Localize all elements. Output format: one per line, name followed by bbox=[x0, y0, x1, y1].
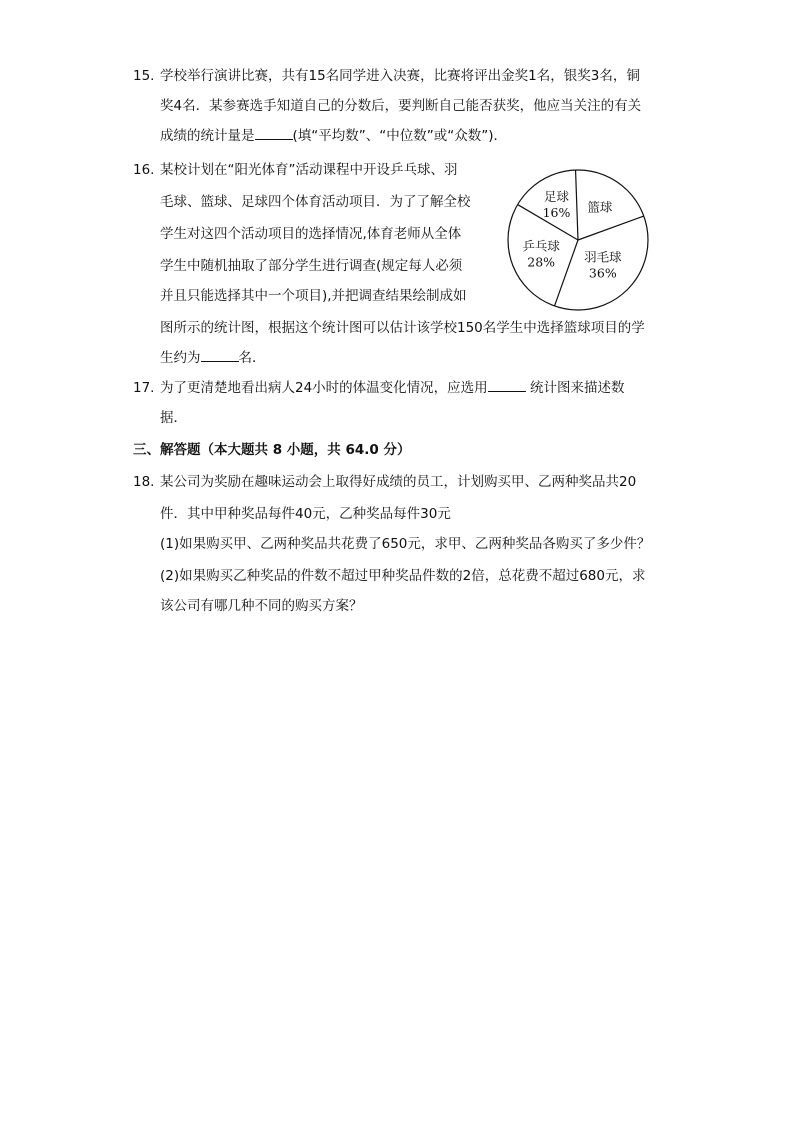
pie-slice-percent: 16% bbox=[542, 204, 571, 220]
question-15 bbox=[133, 66, 693, 156]
pie-slice-percent: 28% bbox=[527, 254, 556, 270]
text-line: 奖4名．某参赛选手知道自己的分数后，要判断自己能否获奖，他应当关注的有关 bbox=[160, 98, 642, 114]
text-fragment: 成绩的统计量是 bbox=[160, 128, 255, 144]
text-fragment: 生约为 bbox=[160, 350, 201, 366]
question-number: 18. bbox=[133, 474, 155, 490]
text-fragment: 为了更清楚地看出病人24小时的体温变化情况，应选用 bbox=[160, 380, 488, 396]
text-line: 某校计划在“阳光体育”活动课程中开设乒乓球、羽 bbox=[160, 162, 458, 178]
pie-chart-svg bbox=[506, 168, 650, 312]
question-number: 15. bbox=[133, 68, 155, 84]
text-line bbox=[160, 126, 507, 146]
pie-slice-label: 羽毛球 bbox=[584, 249, 622, 265]
question-18 bbox=[133, 472, 693, 622]
question-17 bbox=[133, 378, 693, 434]
text-line: 学生对这四个活动项目的选择情况,体育老师从全体 bbox=[160, 226, 462, 242]
text-fragment: 名． bbox=[238, 350, 266, 366]
text-line: 件．其中甲种奖品每件40元，乙种奖品每件30元 bbox=[160, 506, 451, 522]
text-line: 毛球、篮球、足球四个体育活动项目．为了了解全校 bbox=[160, 194, 471, 210]
text-line bbox=[160, 378, 624, 398]
pie-slice-label: 乒乓球 bbox=[522, 238, 560, 254]
question-number: 17. bbox=[133, 380, 155, 396]
pie-slice-label: 篮球 bbox=[587, 199, 613, 215]
text-line: 某公司为奖励在趣味运动会上取得好成绩的员工，计划购买甲、乙两种奖品共20 bbox=[160, 474, 637, 490]
text-line: 学生中随机抽取了部分学生进行调查(规定每人必须 bbox=[160, 258, 463, 274]
text-line: 并且只能选择其中一个项目),并把调查结果绘制成如 bbox=[160, 288, 467, 304]
text-line bbox=[160, 348, 266, 368]
text-line: (1)如果购买甲、乙两种奖品共花费了650元，求甲、乙两种奖品各购买了多少件？ bbox=[160, 536, 651, 552]
section-heading: 三、解答题（本大题共 8 小题，共 64.0 分） bbox=[133, 442, 411, 458]
pie-chart bbox=[506, 168, 650, 312]
text-line: 图所示的统计图，根据这个统计图可以估计该学校150名学生中选择篮球项目的学 bbox=[160, 320, 645, 336]
answer-blank[interactable] bbox=[488, 378, 526, 392]
pie-slice-label: 足球 bbox=[543, 188, 570, 204]
answer-blank[interactable] bbox=[201, 348, 239, 362]
text-line: 该公司有哪几种不同的购买方案？ bbox=[160, 598, 363, 614]
text-line: (2)如果购买乙种奖品的件数不超过甲种奖品件数的2倍，总花费不超过680元，求 bbox=[160, 568, 646, 584]
text-line: 学校举行演讲比赛，共有15名同学进入决赛，比赛将评出金奖1名，银奖3名，铜 bbox=[160, 68, 640, 84]
text-line: 据． bbox=[160, 410, 187, 426]
pie-slice-percent: 36% bbox=[588, 265, 617, 281]
text-fragment: (填“平均数”、“中位数”或“众数”)． bbox=[292, 128, 507, 144]
question-number: 16. bbox=[133, 162, 155, 178]
answer-blank[interactable] bbox=[255, 126, 293, 140]
text-fragment: 统计图来描述数 bbox=[525, 380, 625, 396]
